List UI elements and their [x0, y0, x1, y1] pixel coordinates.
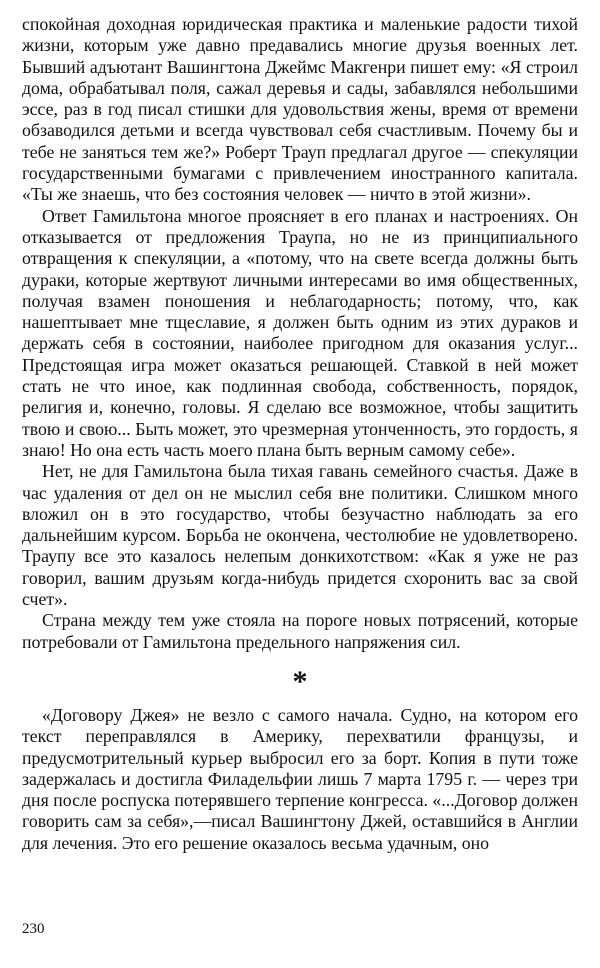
- paragraph-2: Ответ Гамильтона многое проясняет в его планах и настроениях. Он отказывается от предложения Траупа, но не из принципиального отвращения к спекуляции, а «потому, что на свете всегда должны быть дураки, которые жертвуют личными интересами во имя общественных, получая взамен поношения и неблагодарность; потому, что, как нашептывает мне тщеславие, я должен быть одним из этих дураков и держать себя в состоянии, наиболее пригодном для оказания услуг... Предстоящая игра может оказаться решающей. Ставкой в ней может стать не что иное, как подлинная свобода, собственность, порядок, религия и, конечно, головы. Я сделаю все возможное, чтобы защитить твою и свою... Быть может, это чрезмерная утонченность, это гордость, я знаю! Но она есть часть моего плана быть верным самому себе».: [22, 205, 578, 460]
- page-text: [22, 14, 578, 854]
- page-number: 230: [22, 921, 45, 937]
- paragraph-5: «Договору Джея» не везло с самого начала. Судно, на котором его текст переправлялся в Америку, перехватили французы, и предусмотрительный курьер выбросил его за борт. Копия в пути тоже задержалась и достигла Филадельфии лишь 7 марта 1795 г. — через три дня после роспуска потерявшего терпение конгресса. «...Договор должен говорить сам за себя»,—писал Вашингтону Джей, оставшийся в Англии для лечения. Это его решение оказалось весьма удачным, оно: [22, 704, 578, 853]
- paragraph-1: спокойная доходная юридическая практика и маленькие радости тихой жизни, которым уже давно предавались многие друзья военных лет. Бывший адъютант Вашингтона Джеймс Макгенри пишет ему: «Я строил дома, обрабатывал поля, сажал деревья и сады, забавлялся небольшими эссе, раз в год писал стишки для удовольствия жены, время от времени обзаводился детьми и всегда чувствовал себя счастливым. Почему бы и тебе не заняться тем же?» Роберт Трауп предлагал другое — спекуляции государственными бумагами с привлечением иностранного капитала. «Ты же знаешь, что без состояния человек — ничто в этой жизни».: [22, 14, 578, 205]
- section-separator-asterisk: *: [292, 664, 308, 698]
- paragraph-4: Страна между тем уже стояла на пороге новых потрясений, которые потребовали от Гамильтона предельного напряжения сил.: [22, 610, 578, 652]
- paragraph-3: Нет, не для Гамильтона была тихая гавань семейного счастья. Даже в час удаления от дел он не мыслил себя вне политики. Слишком много вложил он в это государство, чтобы безучастно наблюдать за его дальнейшим курсом. Борьба не окончена, честолюбие не удовлетворено. Траупу все это казалось нелепым донкихотством: «Как я уже не раз говорил, вашим друзьям когда-нибудь придется схоронить вас за свой счет».: [22, 461, 578, 610]
